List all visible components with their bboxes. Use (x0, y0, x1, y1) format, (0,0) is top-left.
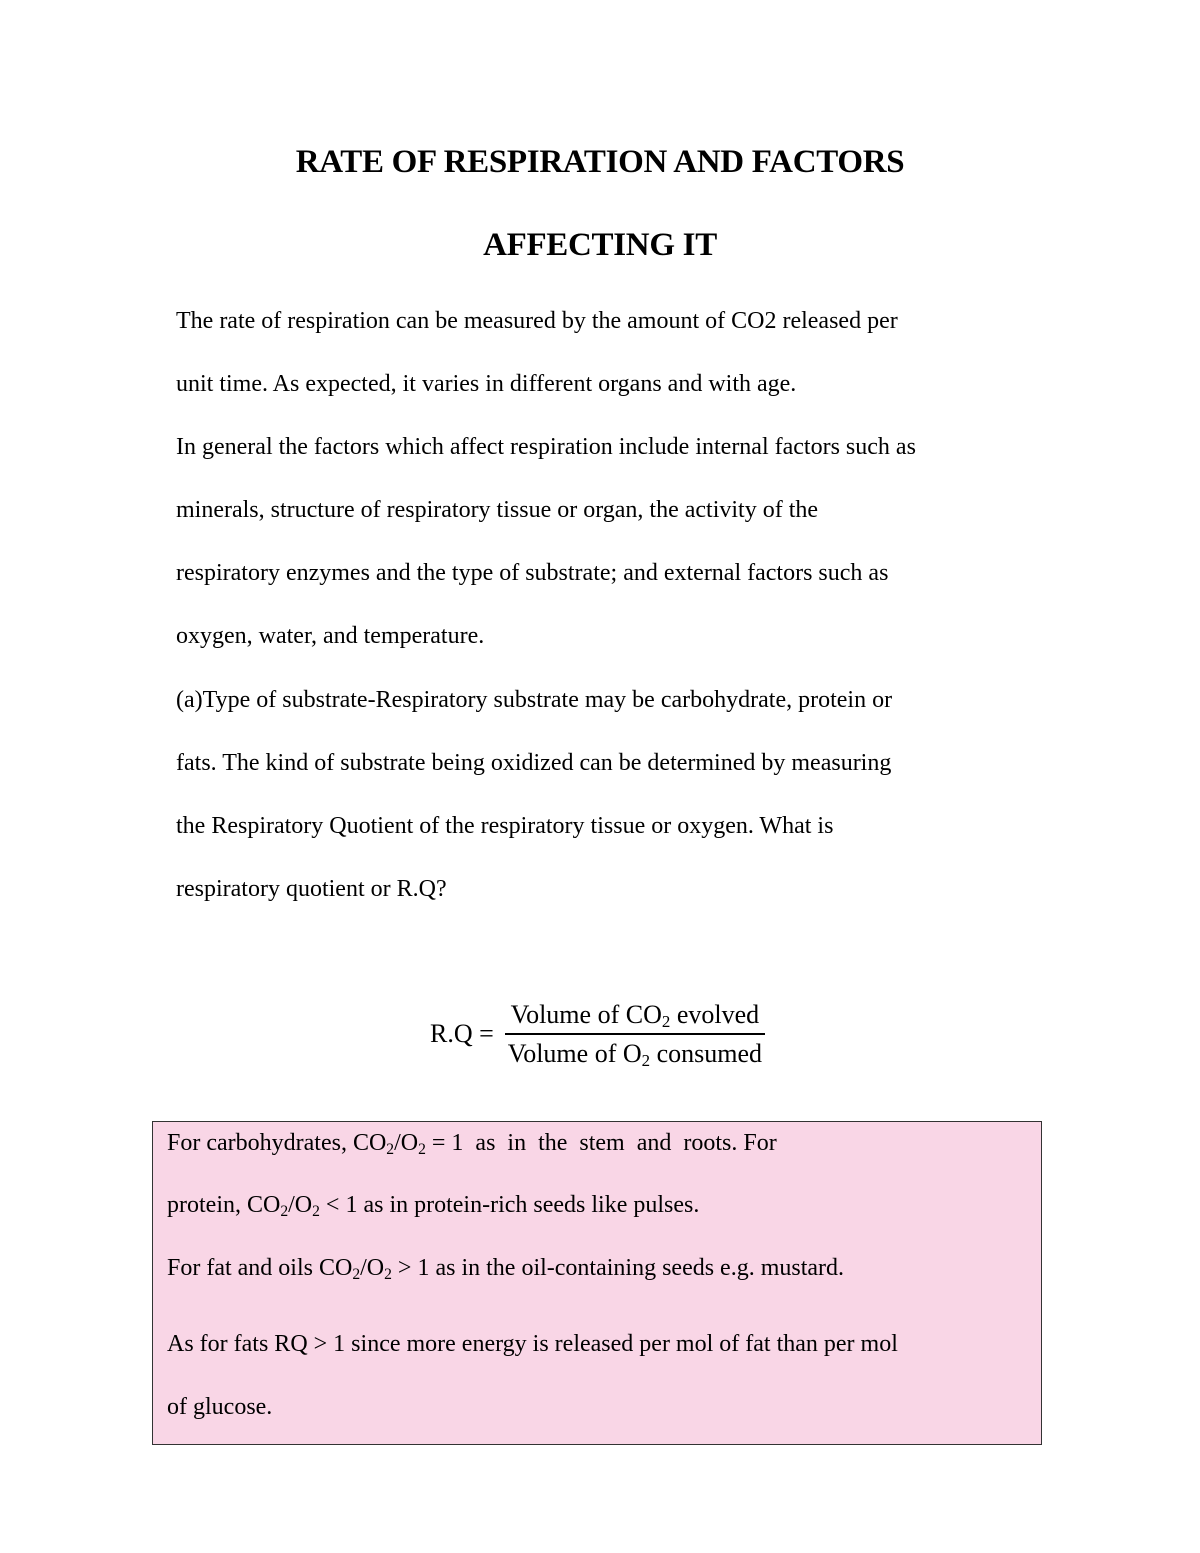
body-line: fats. The kind of substrate being oxidized can be determined by measuring (176, 750, 892, 776)
body-line: In general the factors which affect respiration include internal factors such as (176, 434, 916, 460)
body-line: unit time. As expected, it varies in different organs and with age. (176, 371, 797, 397)
rq-values-box (152, 1121, 1042, 1445)
rq-formula (430, 996, 768, 1072)
box-line-glucose: of glucose. (167, 1394, 273, 1420)
box-line-fats-oils: For fat and oils $CO_2/O_2 > 1$ as in the oil-containing seeds e.g. mustard. (167, 1255, 845, 1283)
formula-denominator: Volume of $O_2$ consumed (507, 1038, 763, 1070)
formula-lhs: R.Q = (430, 1019, 494, 1048)
body-line: respiratory quotient or R.Q? (176, 876, 447, 902)
body-line: (a)Type of substrate-Respiratory substrate may be carbohydrate, protein or (176, 687, 893, 713)
body-line: oxygen, water, and temperature. (176, 623, 485, 649)
body-line: minerals, structure of respiratory tissue or organ, the activity of the (176, 497, 819, 523)
body-line: the Respiratory Quotient of the respiratory tissue or oxygen. What is (176, 813, 834, 839)
box-line-fats-rq: As for fats RQ > 1 since more energy is released per mol of fat than per mol (167, 1331, 898, 1357)
body-line: The rate of respiration can be measured by the amount of CO2 released per (176, 308, 898, 334)
formula-numerator: Volume of $CO_2$ evolved (505, 1000, 765, 1035)
page-title-line-1: RATE OF RESPIRATION AND FACTORS (295, 144, 905, 180)
box-line-protein: protein, $CO_2/O_2 < 1$ as in protein-rich seeds like pulses. (167, 1192, 700, 1220)
box-line-carbohydrates: For carbohydrates, $CO_2/O_2 = 1$ as in the stem and roots. For (167, 1130, 777, 1158)
page-title-line-2: AFFECTING IT (483, 227, 717, 263)
formula-fraction (502, 1000, 768, 1069)
body-line: respiratory enzymes and the type of substrate; and external factors such as (176, 560, 889, 586)
